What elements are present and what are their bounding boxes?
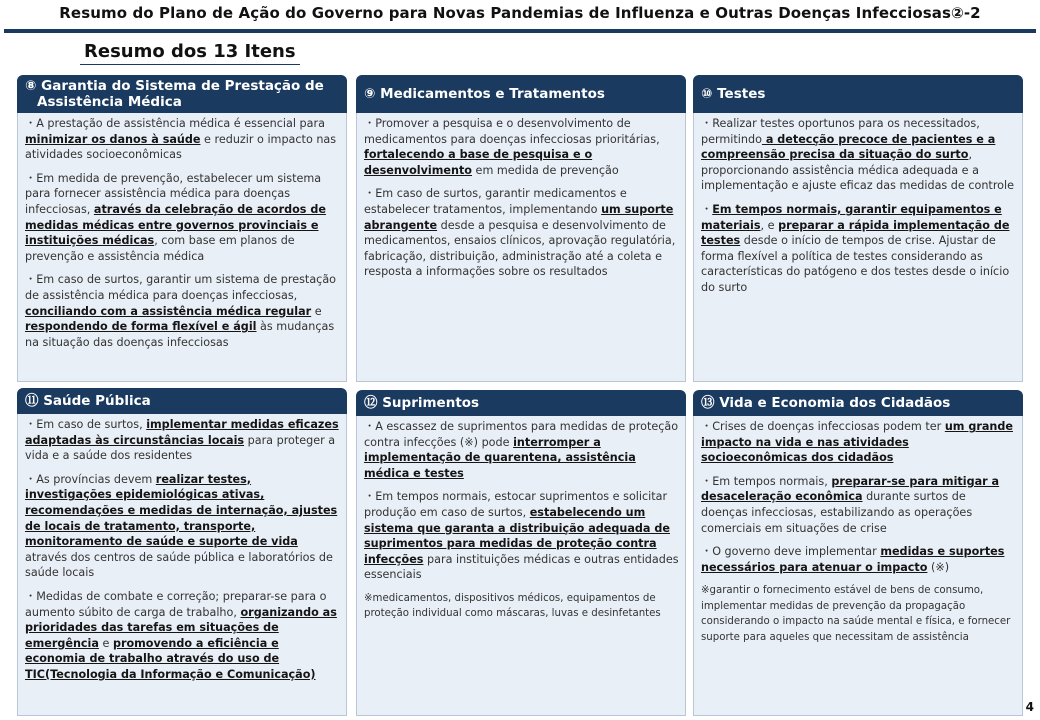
card-body bbox=[356, 113, 686, 382]
paragraph bbox=[364, 116, 679, 178]
text: e bbox=[311, 304, 322, 318]
card-title: ⑫ Suprimentos bbox=[364, 395, 480, 411]
card-life-economy bbox=[693, 390, 1023, 716]
text: ・Em medida de prevenção, estabelecer um sistema para fornecer assistência médica para doenças infecciosas, bbox=[25, 171, 322, 216]
card-header bbox=[693, 75, 1023, 113]
highlight: um suporte abrangente bbox=[364, 202, 674, 232]
page-title: Resumo do Plano de Ação do Governo para Novas Pandemias de Influenza e Outras Doenças Infecciosas②-2 bbox=[59, 4, 981, 22]
highlight: promovendo a eficiência e economia de trabalho através do uso de TIC(Tecnologia da Informação e Comunicação) bbox=[25, 636, 316, 681]
title-rule bbox=[4, 29, 1036, 33]
card-supplies bbox=[356, 390, 686, 716]
section-title: Resumo dos 13 Itens bbox=[80, 41, 300, 65]
paragraph bbox=[701, 419, 1016, 466]
highlight: preparar a rápida implementação de testes bbox=[701, 218, 1010, 248]
paragraph bbox=[701, 474, 1016, 536]
footnote: ※medicamentos, dispositivos médicos, equipamentos de proteção individual como máscaras, luvas e desinfetantes bbox=[364, 592, 661, 620]
text: (※) bbox=[927, 560, 950, 574]
text: ・A escassez de suprimentos para medidas de proteção contra infecções (※) pode bbox=[364, 420, 679, 449]
card-title: ⑧ Garantia do Sistema de Prestação de bbox=[25, 78, 324, 94]
card-medical-assistance bbox=[17, 75, 347, 382]
text: durante surtos de doenças infecciosas, estabilizando as operações comerciais em situações de crise bbox=[701, 490, 973, 535]
text: e reduzir o impacto nas atividades socioeconômicas bbox=[25, 132, 337, 162]
page-number: 4 bbox=[1025, 700, 1034, 714]
text: ・Em caso de surtos, garantir um sistema de prestação de assistência médica para doenças infecciosas, bbox=[25, 273, 337, 302]
paragraph bbox=[364, 186, 679, 280]
highlight: Em tempos normais, garantir equipamentos e materiais bbox=[701, 202, 1002, 232]
card-header bbox=[356, 75, 686, 113]
card-header bbox=[693, 390, 1023, 416]
paragraph bbox=[364, 419, 679, 481]
text: ・Promover a pesquisa e o desenvolvimento de medicamentos para doenças infecciosas prioritárias, bbox=[364, 117, 660, 146]
paragraph bbox=[25, 171, 340, 265]
text: , com base em planos de prevenção e assistência médica bbox=[25, 234, 295, 263]
text: ・Em tempos normais, estocar suprimentos e solicitar produção em caso de surtos, bbox=[364, 490, 668, 519]
card-header bbox=[17, 388, 347, 414]
text: para instituições médicas e outras entidades essenciais bbox=[364, 552, 679, 582]
text: e bbox=[98, 636, 113, 650]
highlight: fortalecendo a base de pesquisa e o desenvolvimento bbox=[364, 148, 593, 177]
text: ・Em caso de surtos, bbox=[25, 418, 147, 431]
card-body bbox=[17, 414, 347, 716]
text: desde o início de tempos de crise. Ajustar de forma flexível a política de testes considerando as características do patógeno e dos testes desde o início do surto bbox=[701, 234, 1010, 294]
text: ・Em caso de surtos, garantir medicamentos e estabelecer tratamentos, implementando bbox=[364, 187, 627, 216]
card-public-health bbox=[17, 388, 347, 716]
paragraph bbox=[25, 272, 340, 350]
paragraph bbox=[25, 417, 340, 464]
card-header bbox=[356, 390, 686, 416]
highlight: organizando as prioridades das tarefas em situações de emergência bbox=[25, 605, 337, 650]
paragraph bbox=[701, 202, 1016, 296]
card-title: ⑨ Medicamentos e Tratamentos bbox=[364, 86, 605, 102]
highlight: respondendo de forma flexível e ágil bbox=[25, 320, 257, 334]
text: ・As províncias devem bbox=[25, 472, 156, 486]
text: ・ bbox=[701, 202, 713, 216]
text: ・A prestação de assistência médica é essencial para bbox=[25, 117, 325, 130]
highlight: estabelecendo um sistema que garanta a distribuição adequada de suprimentos para medidas de proteção contra infecções bbox=[364, 505, 670, 566]
highlight: realizar testes, investigações epidemiológicas ativas, recomendações e medidas de internação, ajustes de locais de tratamento, transporte, monitoramento de saúde e suporte de vida bbox=[25, 472, 338, 549]
highlight: interromper a implementação de quarentena, assistência médica e testes bbox=[364, 435, 636, 480]
text: ・Medidas de combate e correção; preparar-se para o aumento súbito de carga de trabalho, bbox=[25, 589, 327, 619]
text: através dos centros de saúde pública e laboratórios de saúde locais bbox=[25, 550, 333, 580]
highlight: a detecção precoce de pacientes e a compreensão precisa da situação do surto bbox=[701, 132, 996, 162]
text: desde a pesquisa e desenvolvimento de medicamentos, ensaios clínicos, aprovação regulatória, fabricação, distribuição, administração até a coleta e resposta a informações sobre os resultados bbox=[364, 218, 676, 279]
highlight: implementar medidas eficazes adaptadas às circunstâncias locais bbox=[25, 418, 339, 447]
highlight: através da celebração de acordos de medidas médicas entre governos provinciais e instituições médicas bbox=[25, 202, 326, 248]
card-header bbox=[17, 75, 347, 113]
text: ・Realizar testes oportunos para os necessitados, permitindo bbox=[701, 117, 980, 146]
card-title-line2: Assistência Médica bbox=[37, 94, 182, 110]
text: para proteger a vida e a saúde dos residentes bbox=[25, 433, 336, 463]
text: às mudanças na situação das doenças infecciosas bbox=[25, 320, 335, 349]
card-medicines bbox=[356, 75, 686, 382]
text: ・Em tempos normais, bbox=[701, 474, 832, 488]
highlight: medidas e suportes necessários para atenuar o impacto bbox=[701, 545, 1005, 574]
text: , e bbox=[760, 218, 779, 232]
text: , proporcionando assistência médica adequada e a implementação e ajuste eficaz das medidas de controle bbox=[701, 148, 1015, 193]
paragraph bbox=[25, 472, 340, 581]
paragraph bbox=[701, 116, 1016, 194]
paragraph bbox=[701, 544, 1016, 575]
text: ・O governo deve implementar bbox=[701, 545, 881, 559]
paragraph bbox=[364, 489, 679, 583]
paragraph bbox=[25, 589, 340, 683]
card-body bbox=[17, 113, 347, 382]
footnote: ※garantir o fornecimento estável de bens de consumo, implementar medidas de prevenção da propagação considerando o impacto na saúde mental e física, e fornecer suporte para aqueles que necessitam de assistência bbox=[701, 585, 1011, 643]
highlight: conciliando com a assistência médica regular bbox=[25, 304, 312, 318]
highlight: minimizar os danos à saúde bbox=[25, 132, 201, 146]
paragraph bbox=[25, 116, 340, 163]
card-body bbox=[356, 416, 686, 716]
card-body bbox=[693, 416, 1023, 716]
text: em medida de prevenção bbox=[472, 163, 619, 177]
highlight: um grande impacto na vida e nas atividades socioeconômicas dos cidadãos bbox=[701, 420, 1013, 465]
text: ・Crises de doenças infecciosas podem ter bbox=[701, 420, 945, 433]
highlight: preparar-se para mitigar a desaceleração econômica bbox=[701, 474, 1000, 504]
card-title: ⑬ Vida e Economia dos Cidadãos bbox=[701, 395, 951, 411]
card-tests bbox=[693, 75, 1023, 382]
card-title: ⑪ Saúde Pública bbox=[25, 393, 151, 409]
card-body bbox=[693, 113, 1023, 382]
card-title: ⑩ Testes bbox=[701, 86, 766, 102]
